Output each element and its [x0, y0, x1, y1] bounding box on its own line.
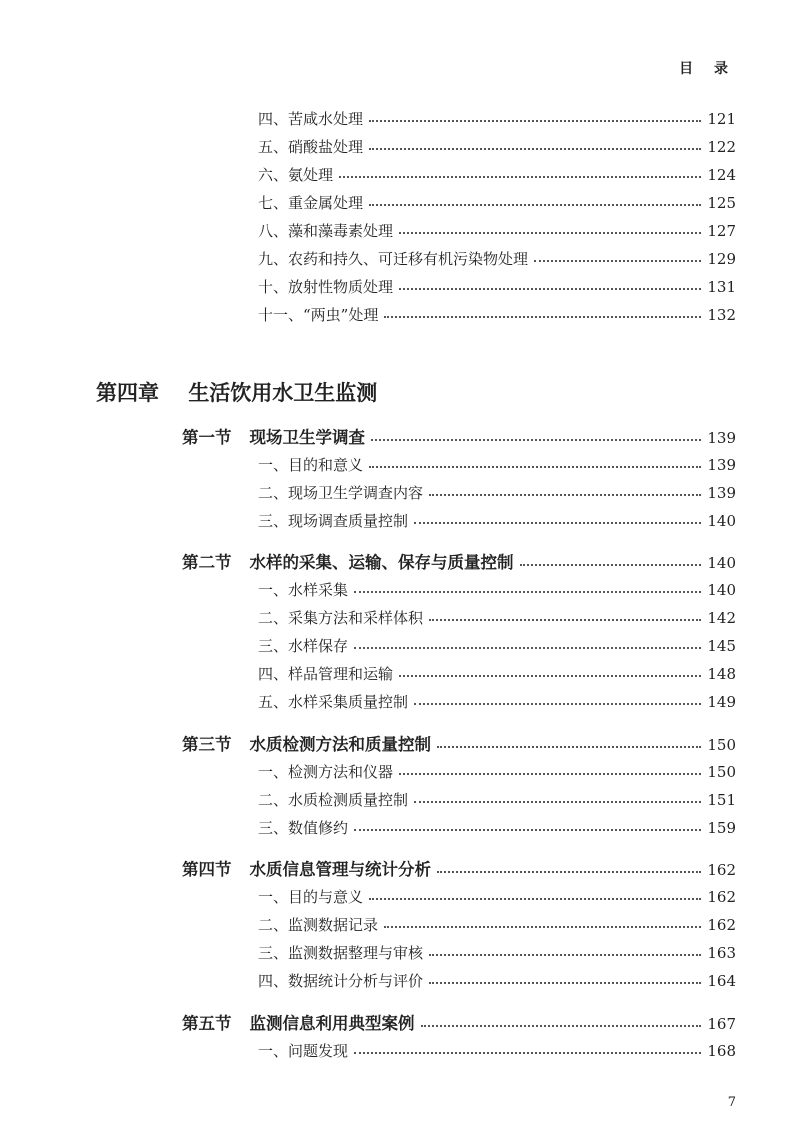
toc-item-page: 131 — [707, 278, 736, 296]
dot-leader — [339, 176, 701, 178]
dot-leader — [369, 466, 701, 468]
dot-leader — [369, 148, 701, 150]
toc-item-page: 140 — [707, 512, 736, 530]
toc-item-title: 一、目的与意义 — [258, 888, 364, 906]
toc-section[interactable] — [182, 1010, 736, 1038]
toc-item[interactable] — [258, 689, 736, 715]
dot-leader — [414, 522, 701, 524]
toc-item-page: 163 — [707, 944, 736, 962]
section-page: 162 — [707, 861, 736, 879]
section-number: 第三节 — [182, 735, 232, 754]
toc-item[interactable] — [258, 759, 736, 785]
toc-item-title: 十一、“两虫”处理 — [258, 306, 379, 324]
toc-section[interactable] — [182, 424, 736, 452]
toc-item[interactable] — [258, 577, 736, 603]
toc-item-page: 129 — [707, 250, 736, 268]
toc-item-title: 九、农药和持久、可迁移有机污染物处理 — [258, 250, 529, 268]
dot-leader — [534, 260, 701, 262]
toc-item-title: 四、样品管理和运输 — [258, 665, 394, 683]
chapter-heading[interactable] — [96, 377, 377, 407]
section-page: 167 — [707, 1015, 736, 1033]
dot-leader — [429, 954, 701, 956]
toc-item[interactable] — [258, 302, 736, 328]
toc-item-page: 124 — [707, 166, 736, 184]
toc-item-page: 122 — [707, 138, 736, 156]
section-number: 第四节 — [182, 860, 232, 879]
toc-item[interactable] — [258, 106, 736, 132]
dot-leader — [354, 1052, 701, 1054]
toc-section[interactable] — [182, 856, 736, 884]
toc-item[interactable] — [258, 815, 736, 841]
section-title: 水样的采集、运输、保存与质量控制 — [249, 553, 514, 572]
dot-leader — [429, 619, 701, 621]
section-title: 水质检测方法和质量控制 — [249, 735, 431, 754]
running-head: 目 录 — [679, 61, 736, 77]
toc-item[interactable] — [258, 190, 736, 216]
toc-item-page: 142 — [707, 609, 736, 627]
section-number: 第一节 — [182, 428, 232, 447]
toc-item-title: 二、水质检测质量控制 — [258, 791, 409, 809]
dot-leader — [421, 1025, 702, 1027]
toc-item-page: 132 — [707, 306, 736, 324]
page-number: 7 — [727, 1095, 736, 1110]
chapter-number: 第四章 — [96, 380, 159, 405]
section-title: 水质信息管理与统计分析 — [249, 860, 431, 879]
toc-item-title: 八、藻和藻毒素处理 — [258, 222, 394, 240]
toc-item[interactable] — [258, 134, 736, 160]
toc-item-page: 125 — [707, 194, 736, 212]
dot-leader — [369, 204, 701, 206]
dot-leader — [429, 982, 701, 984]
toc-item-page: 148 — [707, 665, 736, 683]
toc-item[interactable] — [258, 480, 736, 506]
dot-leader — [399, 773, 701, 775]
toc-item-page: 164 — [707, 972, 736, 990]
toc-item-page: 162 — [707, 916, 736, 934]
toc-item[interactable] — [258, 884, 736, 910]
dot-leader — [399, 288, 701, 290]
section-number: 第二节 — [182, 553, 232, 572]
section-page: 150 — [707, 736, 736, 754]
toc-section[interactable] — [182, 549, 736, 577]
dot-leader — [384, 926, 701, 928]
toc-item-title: 二、现场卫生学调查内容 — [258, 484, 424, 502]
toc-item[interactable] — [258, 162, 736, 188]
toc-item-page: 151 — [707, 791, 736, 809]
toc-item-title: 三、现场调查质量控制 — [258, 512, 409, 530]
dot-leader — [437, 871, 701, 873]
toc-item[interactable] — [258, 968, 736, 994]
dot-leader — [384, 316, 701, 318]
toc-item-title: 十、放射性物质处理 — [258, 278, 394, 296]
toc-item-page: 139 — [707, 456, 736, 474]
toc-item-page: 139 — [707, 484, 736, 502]
toc-item-title: 七、重金属处理 — [258, 194, 364, 212]
toc-item[interactable] — [258, 1038, 736, 1064]
dot-leader — [354, 647, 701, 649]
dot-leader — [371, 439, 701, 441]
toc-item[interactable] — [258, 246, 736, 272]
dot-leader — [437, 746, 701, 748]
toc-item[interactable] — [258, 912, 736, 938]
toc-item-page: 140 — [707, 581, 736, 599]
dot-leader — [414, 801, 701, 803]
toc-item-title: 六、氨处理 — [258, 166, 334, 184]
toc-item[interactable] — [258, 452, 736, 478]
toc-item-title: 一、问题发现 — [258, 1042, 349, 1060]
dot-leader — [369, 898, 701, 900]
dot-leader — [520, 564, 702, 566]
toc-item-page: 127 — [707, 222, 736, 240]
toc-item-title: 二、监测数据记录 — [258, 916, 379, 934]
toc-item[interactable] — [258, 218, 736, 244]
toc-item[interactable] — [258, 274, 736, 300]
toc-item-page: 168 — [707, 1042, 736, 1060]
toc-item-page: 159 — [707, 819, 736, 837]
toc-item-page: 150 — [707, 763, 736, 781]
toc-item-title: 二、采集方法和采样体积 — [258, 609, 424, 627]
dot-leader — [354, 829, 701, 831]
toc-item-title: 四、数据统计分析与评价 — [258, 972, 424, 990]
section-title: 监测信息利用典型案例 — [249, 1014, 415, 1033]
dot-leader — [354, 591, 701, 593]
section-title: 现场卫生学调查 — [249, 428, 365, 447]
section-number: 第五节 — [182, 1014, 232, 1033]
toc-item-title: 一、目的和意义 — [258, 456, 364, 474]
dot-leader — [414, 703, 701, 705]
toc-item[interactable] — [258, 661, 736, 687]
chapter-title: 生活饮用水卫生监测 — [188, 380, 378, 405]
toc-item[interactable] — [258, 787, 736, 813]
toc-item[interactable] — [258, 508, 736, 534]
toc-item-title: 三、监测数据整理与审核 — [258, 944, 424, 962]
toc-item-page: 162 — [707, 888, 736, 906]
section-page: 139 — [707, 429, 736, 447]
toc-item-title: 五、水样采集质量控制 — [258, 693, 409, 711]
section-page: 140 — [707, 554, 736, 572]
toc-item[interactable] — [258, 605, 736, 631]
dot-leader — [399, 232, 701, 234]
toc-item-title: 五、硝酸盐处理 — [258, 138, 364, 156]
toc-section[interactable] — [182, 731, 736, 759]
toc-item[interactable] — [258, 940, 736, 966]
toc-item-title: 一、检测方法和仪器 — [258, 763, 394, 781]
toc-item-page: 145 — [707, 637, 736, 655]
toc-item-page: 121 — [707, 110, 736, 128]
dot-leader — [399, 675, 701, 677]
toc-item-title: 四、苦咸水处理 — [258, 110, 364, 128]
toc-item-title: 一、水样采集 — [258, 581, 349, 599]
toc-item-page: 149 — [707, 693, 736, 711]
toc-item-title: 三、水样保存 — [258, 637, 349, 655]
dot-leader — [429, 494, 701, 496]
dot-leader — [369, 120, 701, 122]
toc-item-title: 三、数值修约 — [258, 819, 349, 837]
toc-item[interactable] — [258, 633, 736, 659]
